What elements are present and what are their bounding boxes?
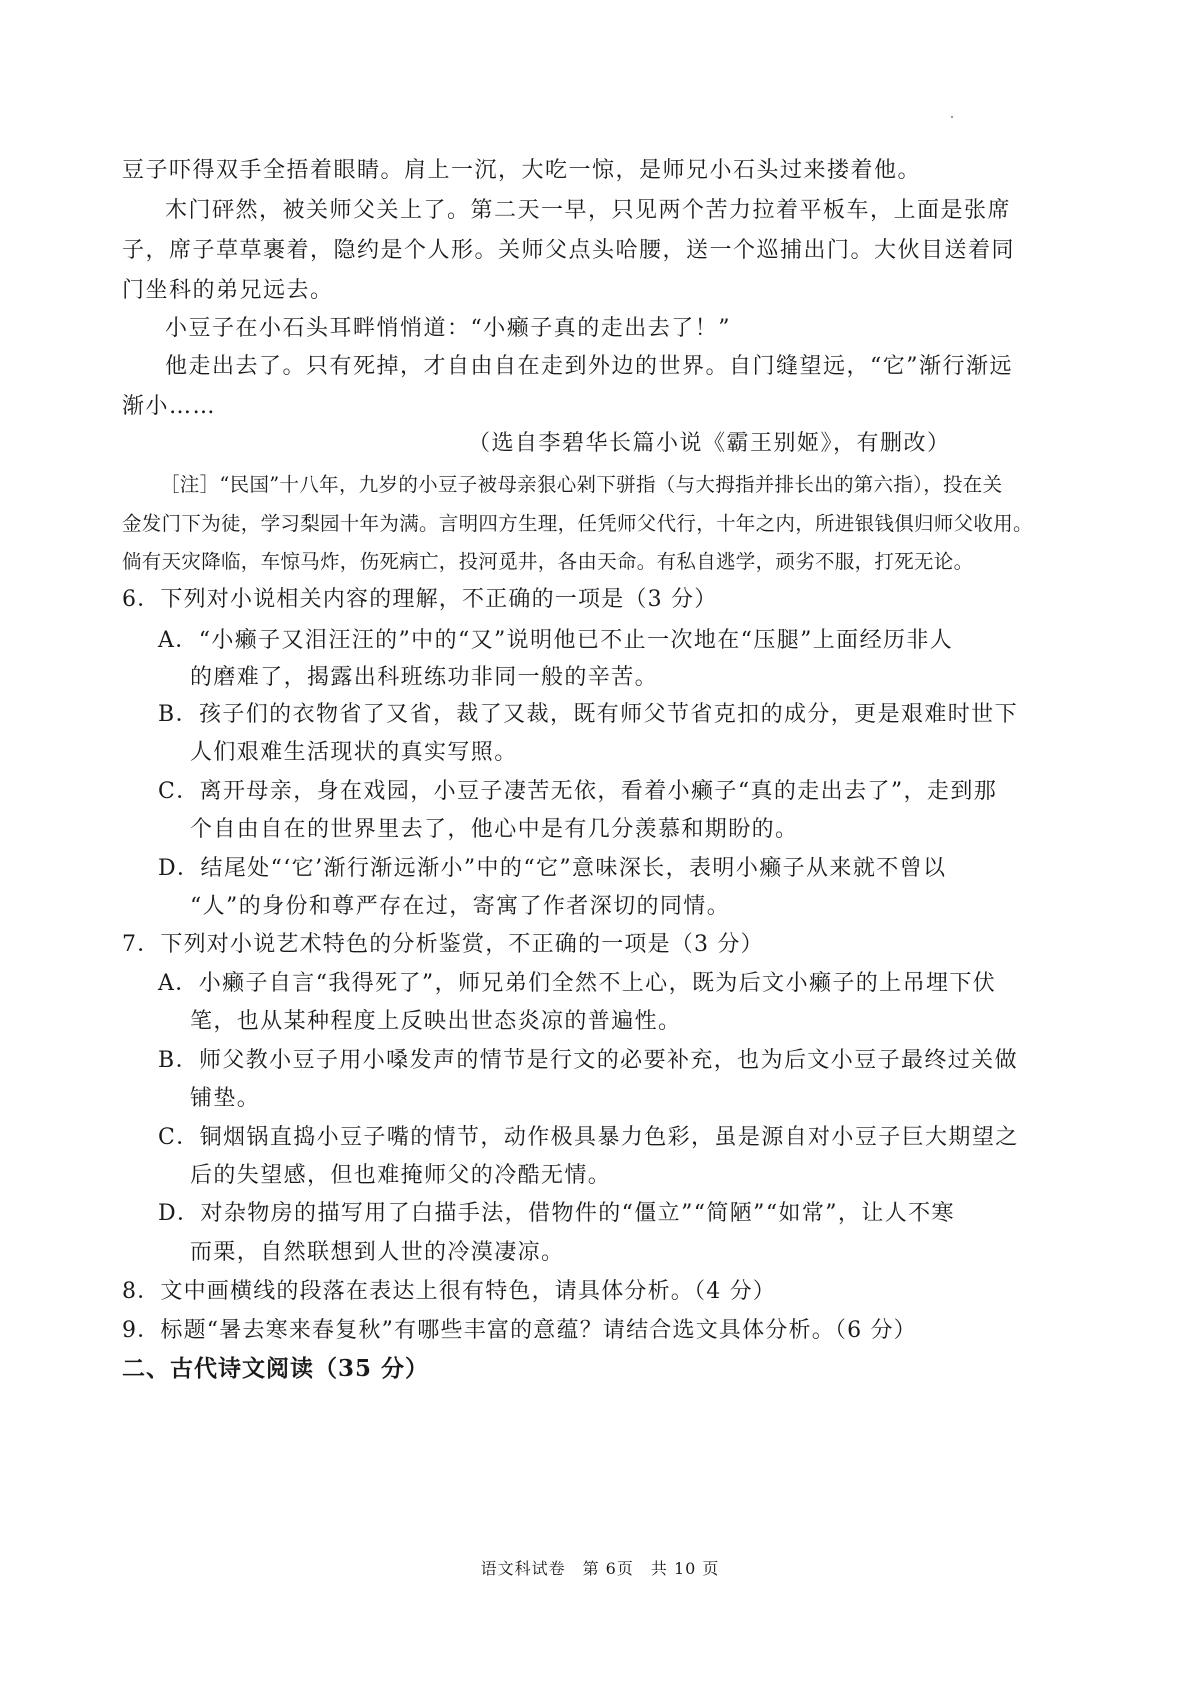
q7-option-d: D．对杂物房的描写用了白描手法，借物件的“僵立”“简陋”“如常”，让人不寒 <box>158 1201 955 1226</box>
q6-option-d: D．结尾处“‘它’渐行渐远渐小”中的“它”意味深长，表明小癞子从来就不曾以 <box>158 856 947 881</box>
passage-source: （选自李碧华长篇小说《霸王别姬》，有删改） <box>468 431 951 456</box>
section-2-heading: 二、古代诗文阅读（35 分） <box>122 1355 430 1382</box>
question-6-stem: 6．下列对小说相关内容的理解，不正确的一项是（3 分） <box>122 587 718 612</box>
note-line: ［注］“民国”十八年，九岁的小豆子被母亲狠心剁下骈指（与大拇指并排长出的第六指），投在关 <box>160 473 1003 496</box>
passage-line: 他走出去了。只有死掉，才自由自在走到外边的世界。自门缝望远，“它”渐行渐远 <box>165 354 1013 379</box>
passage-line: 木门砰然，被关师父关上了。第二天一早，只见两个苦力拉着平板车，上面是张席 <box>165 198 1012 223</box>
passage-line: 子，席子草草裹着，隐约是个人形。关师父点头哈腰，送一个巡捕出门。大伙目送着同 <box>122 238 1016 263</box>
q6-option-b: B．孩子们的衣物省了又省，裁了又裁，既有师父节省克扣的成分，更是艰难时世下 <box>158 702 1018 727</box>
question-9: 9．标题“暑去寒来春复秋”有哪些丰富的意蕴？请结合选文具体分析。（6 分） <box>122 1318 917 1343</box>
note-line: 金发门下为徒，学习梨园十年为满。言明四方生理，任凭师父代行，十年之内，所进银钱俱归师父收用。 <box>122 512 1033 535</box>
speck <box>951 116 953 118</box>
q7-option-c: C．铜烟锅直捣小豆子嘴的情节，动作极具暴力色彩，虽是源自对小豆子巨大期望之 <box>158 1125 1019 1150</box>
q6-option-c: C．离开母亲，身在戏园，小豆子凄苦无依，看着小癞子“真的走出去了”，走到那 <box>158 779 998 804</box>
question-7-stem: 7．下列对小说艺术特色的分析鉴赏，不正确的一项是（3 分） <box>122 932 764 957</box>
q7-option-b: B．师父教小豆子用小嗓发声的情节是行文的必要补充，也为后文小豆子最终过关做 <box>158 1048 1018 1073</box>
q7-option-c-cont: 后的失望感，但也难掩师父的冷酷无情。 <box>190 1163 612 1188</box>
q6-option-d-cont: “人”的身份和尊严存在过，寄寓了作者深切的同情。 <box>190 894 731 919</box>
q6-option-c-cont: 个自由自在的世界里去了，他心中是有几分羡慕和期盼的。 <box>190 817 799 842</box>
q7-option-d-cont: 而栗，自然联想到人世的冷漠凄凉。 <box>190 1240 565 1265</box>
question-8: 8．文中画横线的段落在表达上很有特色，请具体分析。（4 分） <box>122 1279 776 1304</box>
q7-option-a-cont: 笔，也从某种程度上反映出世态炎凉的普遍性。 <box>190 1009 682 1034</box>
q6-option-b-cont: 人们艰难生活现状的真实写照。 <box>190 740 518 765</box>
page-footer: 语文科试卷 第 6页 共 10 页 <box>480 1559 720 1578</box>
passage-line: 豆子吓得双手全捂着眼睛。肩上一沉，大吃一惊，是师兄小石头过来搂着他。 <box>122 158 922 183</box>
q6-option-a: A．“小癞子又泪汪汪的”中的“又”说明他已不止一次地在“压腿”上面经历非人 <box>158 628 954 653</box>
passage-line: 渐小…… <box>122 394 217 419</box>
passage-line: 门坐科的弟兄远去。 <box>122 278 334 303</box>
q7-option-a: A．小癞子自言“我得死了”，师兄弟们全然不上心，既为后文小癞子的上吊埋下伏 <box>158 971 997 996</box>
note-line: 倘有天灾降临，车惊马炸，伤死病亡，投河觅井，各由天命。有私自逃学，顽劣不服，打死无论。 <box>122 550 974 573</box>
q6-option-a-cont: 的磨难了，揭露出科班练功非同一般的辛苦。 <box>190 665 659 690</box>
q7-option-b-cont: 铺垫。 <box>190 1086 261 1111</box>
passage-line: 小豆子在小石头耳畔悄悄道：“小癞子真的走出去了！” <box>165 316 731 341</box>
